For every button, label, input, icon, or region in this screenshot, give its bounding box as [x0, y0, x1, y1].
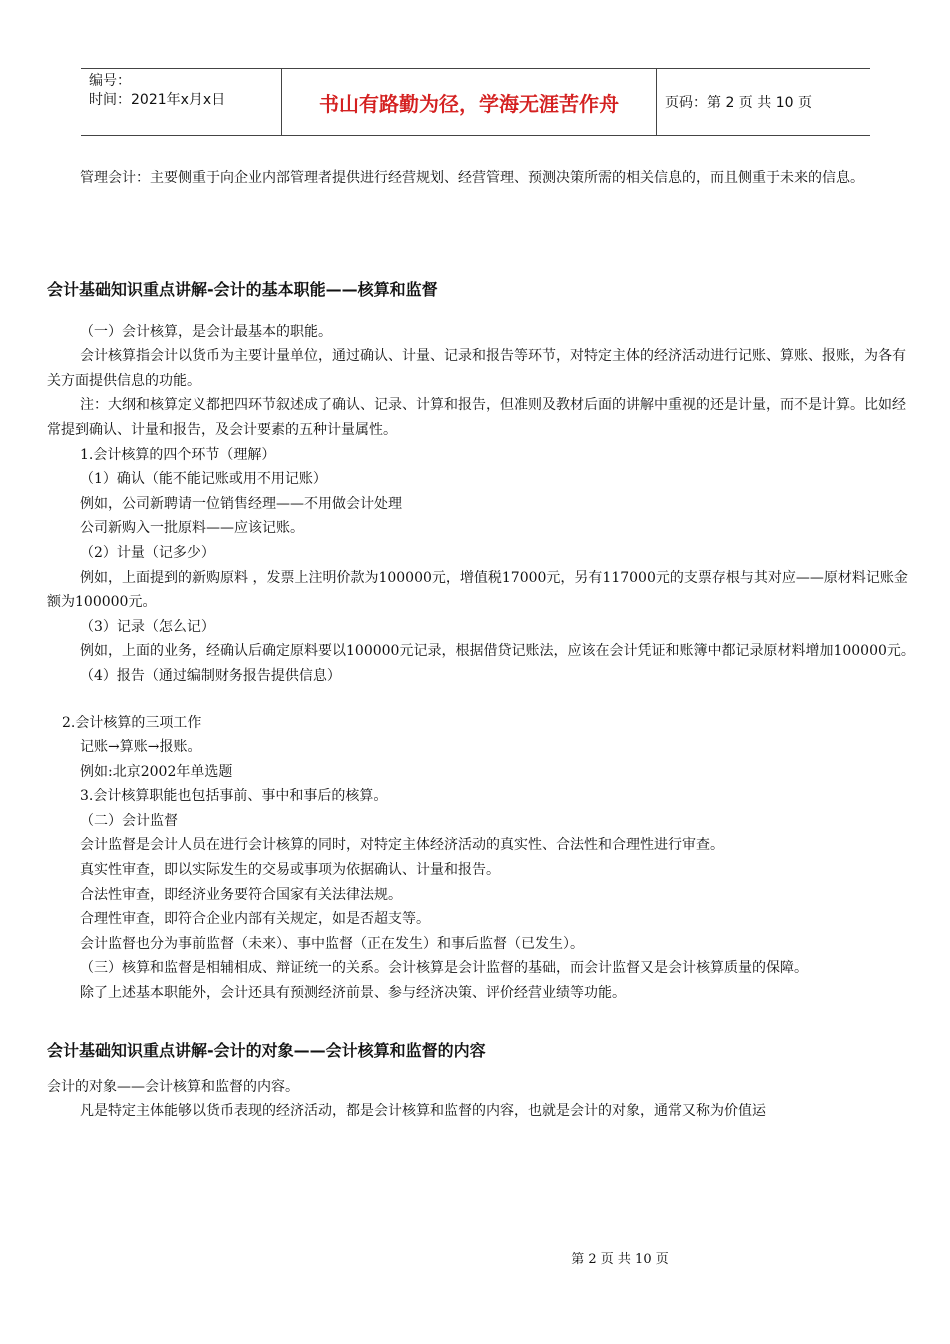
paragraph: 合理性审查，即符合企业内部有关规定，如是否超支等。	[80, 911, 430, 928]
paragraph: （1）确认（能不能记账或用不用记账）	[80, 471, 327, 488]
paragraph: 例如，公司新聘请一位销售经理——不用做会计处理	[80, 495, 402, 512]
paragraph: 凡是特定主体能够以货币表现的经济活动，都是会计核算和监督的内容，也就是会计的对象，通常又称为价值运	[80, 1103, 766, 1120]
paragraph: 除了上述基本职能外，会计还具有预测经济前景、参与经济决策、评价经营业绩等功能。	[80, 985, 626, 1002]
paragraph: 公司新购入一批原料——应该记账。	[80, 520, 304, 537]
paragraph: 例如:北京2002年单选题	[80, 763, 233, 780]
paragraph: 记账→算账→报账。	[80, 739, 202, 756]
paragraph: 3.会计核算职能也包括事前、事中和事后的核算。	[80, 788, 388, 805]
paragraph: （一）会计核算，是会计最基本的职能。	[80, 323, 332, 340]
page-footer: 第 2 页 共 10 页	[571, 1252, 669, 1267]
paragraph: 会计监督也分为事前监督（未来）、事中监督（正在发生）和事后监督（已发生）。	[80, 935, 584, 952]
paragraph: 合法性审查，即经济业务要符合国家有关法律法规。	[80, 886, 402, 903]
paragraph: （2）计量（记多少）	[80, 544, 215, 561]
paragraph: 1.会计核算的四个环节（理解）	[80, 446, 276, 463]
header-motto: 书山有路勤为径，学海无涯苦作舟	[282, 69, 657, 135]
section-heading-functions: 会计基础知识重点讲解-会计的基本职能——核算和监督	[47, 279, 438, 299]
paragraph: 真实性审查，即以实际发生的交易或事项为依据确认、计量和报告。	[80, 862, 500, 879]
header-table	[81, 68, 870, 136]
header-info-cell	[81, 69, 282, 135]
paragraph: （二）会计监督	[80, 812, 178, 829]
section-heading-object: 会计基础知识重点讲解-会计的对象——会计核算和监督的内容	[47, 1040, 486, 1060]
paragraph: （3）记录（怎么记）	[80, 618, 215, 635]
paragraph: 注：大纲和核算定义都把四环节叙述成了确认、记录、计算和报告，但准则及教材后面的讲解中重视的还是计量，而不是计算。比如经常提到确认、计量和报告，及会计要素的五种计量属性。	[47, 397, 906, 438]
paragraph: 例如，上面的业务，经确认后确定原料要以100000元记录，根据借贷记账法，应该在会计凭证和账簿中都记录原材料增加100000元。	[80, 643, 915, 660]
paragraph: 2.会计核算的三项工作	[62, 714, 202, 731]
document-number-label: 编号：	[89, 73, 131, 89]
intro-paragraph: 管理会计：主要侧重于向企业内部管理者提供进行经营规划、经营管理、预测决策所需的相关信息的，而且侧重于未来的信息。	[80, 170, 864, 186]
paragraph: （4）报告（通过编制财务报告提供信息）	[80, 667, 341, 684]
header-page-label: 页码：第 2 页 共 10 页	[665, 95, 812, 111]
document-time-label: 时间：2021年x月x日	[89, 92, 226, 108]
document-body	[47, 166, 917, 1124]
paragraph: 会计监督是会计人员在进行会计核算的同时，对特定主体经济活动的真实性、合法性和合理性进行审查。	[80, 837, 724, 854]
paragraph: （三）核算和监督是相辅相成、辩证统一的关系。会计核算是会计监督的基础，而会计监督又是会计核算质量的保障。	[80, 960, 808, 977]
paragraph: 会计的对象——会计核算和监督的内容。	[47, 1078, 299, 1095]
paragraph: 例如，上面提到的新购原料 ，发票上注明价款为100000元，增值税17000元，另有117000元的支票存根与其对应——原材料记账金额为100000元。	[47, 569, 908, 611]
paragraph: 会计核算指会计以货币为主要计量单位，通过确认、计量、记录和报告等环节，对特定主体的经济活动进行记账、算账、报账，为各有关方面提供信息的功能。	[47, 348, 906, 389]
